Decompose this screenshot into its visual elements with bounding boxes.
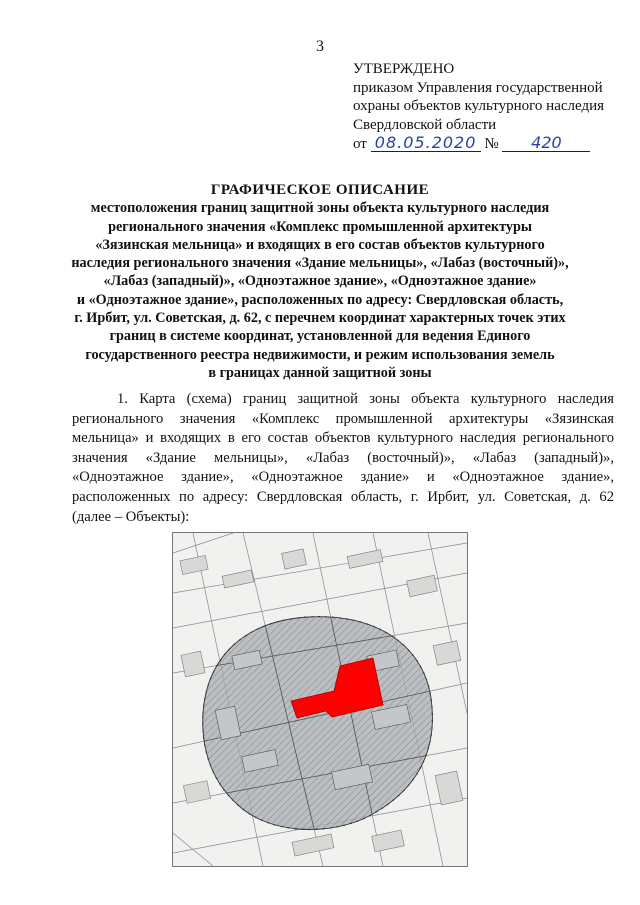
title-line: и «Одноэтажное здание», расположенных по адресу: Свердловская область, xyxy=(76,291,564,308)
paragraph-line: (далее – Объекты): xyxy=(72,508,190,525)
paragraph-line: значения «Здание мельницы», «Лабаз (восточный)», «Лабаз (западный)», xyxy=(72,449,614,466)
title-line: в границах данной защитной зоны xyxy=(208,364,432,381)
title-line: «Лабаз (западный)», «Одноэтажное здание», «Одноэтажное здание» xyxy=(103,273,537,290)
approval-line-3: Свердловской области xyxy=(353,116,497,133)
body-paragraph xyxy=(72,390,614,527)
title-line: наследия регионального значения «Здание мельницы», «Лабаз (восточный)», xyxy=(71,255,569,272)
approval-date-line xyxy=(353,134,633,154)
title-line: границ в системе координат, установленной для ведения Единого xyxy=(109,328,531,345)
order-number: 420 xyxy=(502,134,590,152)
title-line: г. Ирбит, ул. Советская, д. 62, с перечнем координат характерных точек этих xyxy=(74,310,566,327)
number-prefix: № xyxy=(484,136,499,152)
title-line: местоположения границ защитной зоны объекта культурного наследия xyxy=(90,200,550,217)
order-date: 08.05.2020 xyxy=(371,134,481,152)
paragraph-line: 1. Карта (схема) границ защитной зоны объекта культурного наследия xyxy=(117,391,614,407)
title-line: регионального значения «Комплекс промышленной архитектуры xyxy=(108,218,532,235)
paragraph-line: регионального значения «Комплекс промышленной архитектуры «Зязинская xyxy=(72,410,614,427)
title-heading: ГРАФИЧЕСКОЕ ОПИСАНИЕ xyxy=(210,182,430,198)
map-svg xyxy=(173,533,467,866)
approval-line-2: охраны объектов культурного наследия xyxy=(353,98,605,114)
approval-stamp xyxy=(353,60,633,154)
approval-heading: УТВЕРЖДЕНО xyxy=(353,61,455,77)
document-title xyxy=(40,181,600,382)
paragraph-line: мельница» и входящих в его состав объектов культурного наследия регионального xyxy=(72,430,614,447)
title-line: государственного реестра недвижимости, и режим использования земель xyxy=(85,346,555,363)
title-line: «Зязинская мельница» и входящих в его состав объектов культурного xyxy=(95,236,545,253)
date-prefix: от xyxy=(353,136,367,152)
page-number: 3 xyxy=(316,38,324,55)
protection-zone-map xyxy=(172,532,468,867)
approval-line-1: приказом Управления государственной xyxy=(353,79,603,96)
paragraph-line: «Одноэтажное здание», «Одноэтажное здание» и «Одноэтажное здание», xyxy=(72,469,614,486)
paragraph-line: расположенных по адресу: Свердловская область, г. Ирбит, ул. Советская, д. 62 xyxy=(72,488,614,505)
